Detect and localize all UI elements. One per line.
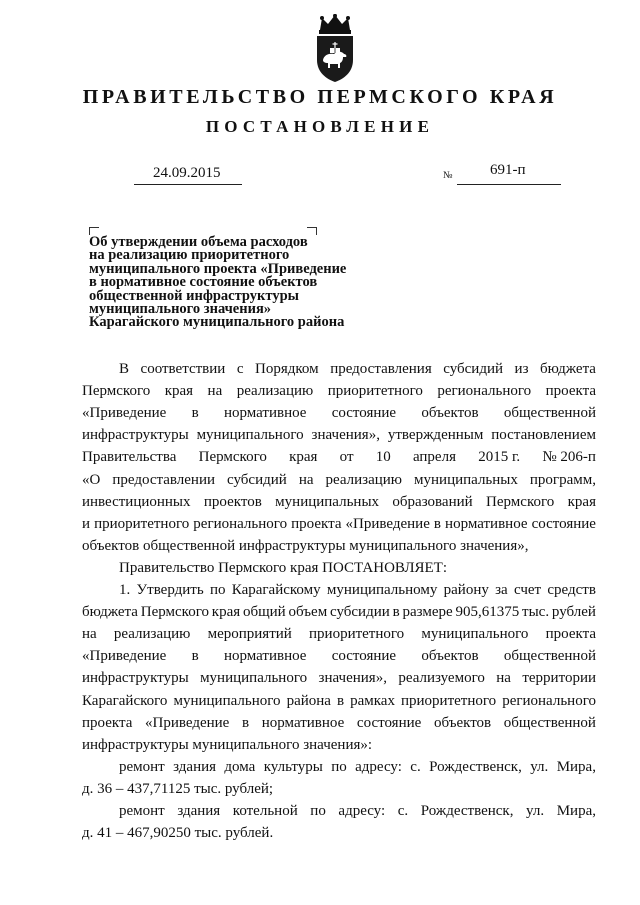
word: приоритетного — [401, 693, 497, 709]
word: приоритетного — [94, 516, 190, 532]
word: края — [567, 494, 596, 510]
word: проекта — [82, 715, 133, 731]
word: № 206-п — [542, 449, 596, 465]
word: регионального — [502, 693, 596, 709]
word: регионального — [437, 383, 532, 399]
word: адресу: — [338, 803, 386, 819]
document-title — [89, 236, 369, 330]
word: Правительства — [82, 449, 177, 465]
paragraph-line — [82, 693, 596, 715]
word: из — [514, 361, 529, 377]
word: приоритетного — [327, 383, 423, 399]
word: инфраструктуры — [82, 670, 189, 686]
word: культуры — [263, 759, 323, 775]
word: программ, — [529, 472, 596, 488]
word: Пермского — [82, 383, 151, 399]
word: Порядком — [255, 361, 319, 377]
word: объектов — [433, 715, 492, 731]
word: бюджета — [82, 604, 138, 620]
word: района — [286, 693, 331, 709]
word: края — [211, 604, 241, 620]
word: ремонт — [119, 759, 165, 775]
word: соответствии — [140, 361, 226, 377]
word: регионального — [193, 516, 288, 532]
word: проектов — [203, 494, 262, 510]
word: объектов — [421, 648, 479, 664]
word: 905,61375 — [455, 604, 520, 620]
paragraph-line — [82, 472, 596, 494]
word: за — [495, 582, 508, 598]
title-line: на реализацию приоритетного — [89, 247, 290, 264]
word: мероприятий — [207, 626, 292, 642]
word: в — [191, 648, 199, 664]
document-type: ПОСТАНОВЛЕНИЕ — [205, 117, 435, 136]
paragraph-line — [82, 715, 596, 737]
word: в — [433, 516, 441, 532]
title-line: Карагайского муниципального района — [89, 314, 345, 331]
word: району — [443, 582, 489, 598]
word: котельной — [232, 803, 298, 819]
word: состояние — [356, 715, 422, 731]
paragraph-line — [82, 604, 596, 626]
word: от — [339, 449, 354, 465]
word: в — [392, 604, 400, 620]
word: тыс. — [522, 604, 550, 620]
word: Пермского — [486, 494, 555, 510]
word: образований — [392, 494, 473, 510]
word: 1. — [119, 582, 131, 598]
word: Карагайскому — [231, 582, 321, 598]
word: средств — [547, 582, 596, 598]
word: предоставлении — [112, 472, 216, 488]
word: состояние — [331, 405, 397, 421]
paragraph-line — [82, 626, 596, 648]
document-date: 24.09.2015 — [153, 165, 221, 181]
paragraph-line — [82, 516, 596, 538]
title-line: в нормативное состояние объектов — [89, 274, 318, 291]
word: здания — [177, 803, 221, 819]
word: 10 — [375, 449, 391, 465]
title-bracket-right — [307, 227, 317, 235]
word: с. — [410, 759, 421, 775]
word: дома — [224, 759, 256, 775]
word: объем — [288, 604, 328, 620]
word: размере — [402, 604, 453, 620]
word: в — [242, 715, 250, 731]
paragraph-line — [119, 803, 596, 825]
word: Пермского — [140, 604, 209, 620]
number-sign: № — [443, 170, 453, 181]
word: проекта — [545, 626, 596, 642]
word: рамках — [350, 693, 395, 709]
word: субсидии — [330, 604, 390, 620]
word: адресу: — [355, 759, 402, 775]
title-line: общественной инфраструктуры — [89, 287, 299, 304]
word: проекта — [545, 383, 596, 399]
word: постановлением — [491, 427, 596, 443]
word: территории — [522, 670, 596, 686]
word: по — [331, 759, 347, 775]
word: общественной — [503, 405, 596, 421]
word: общественной — [503, 648, 596, 664]
word: «Приведение — [82, 648, 167, 664]
word: Мира, — [556, 803, 596, 819]
word: муниципального — [421, 626, 529, 642]
word: Утвердить — [136, 582, 204, 598]
word: предоставления — [330, 361, 432, 377]
word: муниципального — [200, 670, 308, 686]
word: по — [310, 803, 326, 819]
word: утвержденным — [387, 427, 484, 443]
word: приоритетного — [309, 626, 405, 642]
paragraph-line — [119, 759, 596, 781]
word: «Приведение — [345, 516, 430, 532]
word: нормативное — [261, 715, 345, 731]
word: «Приведение — [145, 715, 230, 731]
word: В — [119, 361, 130, 377]
word: реализуемого — [398, 670, 485, 686]
word: объектов — [421, 405, 479, 421]
word: ул. — [526, 803, 545, 819]
word: Рождественск, — [420, 803, 514, 819]
word: значения», — [311, 427, 380, 443]
paragraph-line — [82, 449, 596, 471]
word: общий — [242, 604, 286, 620]
word: в — [336, 693, 345, 709]
word: на — [82, 626, 97, 642]
title-line: Об утверждении объема расходов — [89, 234, 308, 250]
paragraph-line — [82, 405, 596, 427]
word: нормативное — [445, 516, 528, 532]
word: здания — [173, 759, 217, 775]
word: рублей — [551, 604, 596, 620]
word: в — [191, 405, 199, 421]
document-number: 691-п — [490, 162, 526, 178]
paragraph-line — [119, 582, 596, 604]
paragraph-line: д. 41 – 467,90250 тыс. рублей. — [82, 825, 274, 841]
word: края — [164, 383, 194, 399]
paragraph-line: инфраструктуры муниципального значения»: — [82, 737, 373, 753]
word: по — [209, 582, 226, 598]
title-line: муниципального значения» — [89, 301, 272, 318]
word: субсидий — [443, 361, 504, 377]
paragraph-line: объектов общественной инфраструктуры муниципального значения», — [82, 538, 529, 554]
word: на — [207, 383, 223, 399]
paragraph-line — [82, 427, 596, 449]
word: муниципальных — [275, 494, 380, 510]
word: и — [82, 516, 91, 532]
word: состояние — [331, 648, 397, 664]
word: реализацию — [113, 626, 191, 642]
word: инвестиционных — [82, 494, 191, 510]
word: состояние — [531, 516, 596, 532]
word: ул. — [530, 759, 549, 775]
word: Рождественск, — [429, 759, 522, 775]
paragraph-line: д. 36 – 437,71125 тыс. рублей; — [82, 781, 274, 797]
paragraph-line — [119, 361, 596, 383]
word: Карагайского — [82, 693, 168, 709]
word: муниципальному — [326, 582, 438, 598]
word: с — [236, 361, 244, 377]
paragraph-line — [82, 670, 596, 692]
word: бюджета — [540, 361, 596, 377]
word: нормативное — [223, 405, 307, 421]
word: «О — [82, 472, 101, 488]
word: ремонт — [119, 803, 165, 819]
word: проекта — [291, 516, 342, 532]
word: Пермского — [198, 449, 267, 465]
word: края — [289, 449, 318, 465]
word: субсидий — [227, 472, 287, 488]
title-line: муниципального проекта «Приведение — [89, 260, 347, 277]
word: общественной — [503, 715, 596, 731]
word: с. — [397, 803, 409, 819]
word: на — [496, 670, 511, 686]
paragraph-line: Правительство Пермского края ПОСТАНОВЛЯЕТ: — [119, 560, 448, 576]
paragraph-line — [82, 648, 596, 670]
word: инфраструктуры — [82, 427, 189, 443]
paragraph-line — [82, 383, 596, 405]
word: реализацию — [236, 383, 314, 399]
word: значения», — [318, 670, 387, 686]
word: муниципального — [173, 693, 281, 709]
word: счет — [513, 582, 542, 598]
word: муниципального — [196, 427, 304, 443]
authority-title: ПРАВИТЕЛЬСТВО ПЕРМСКОГО КРАЯ — [82, 86, 558, 108]
paragraph-line — [82, 494, 596, 516]
coat-of-arms-icon — [309, 14, 361, 84]
word: на — [298, 472, 314, 488]
word: «Приведение — [82, 405, 167, 421]
word: муниципальных — [414, 472, 518, 488]
word: нормативное — [223, 648, 307, 664]
word: Мира, — [556, 759, 596, 775]
word: 2015 г. — [478, 449, 521, 465]
word: апреля — [412, 449, 456, 465]
word: реализацию — [325, 472, 403, 488]
